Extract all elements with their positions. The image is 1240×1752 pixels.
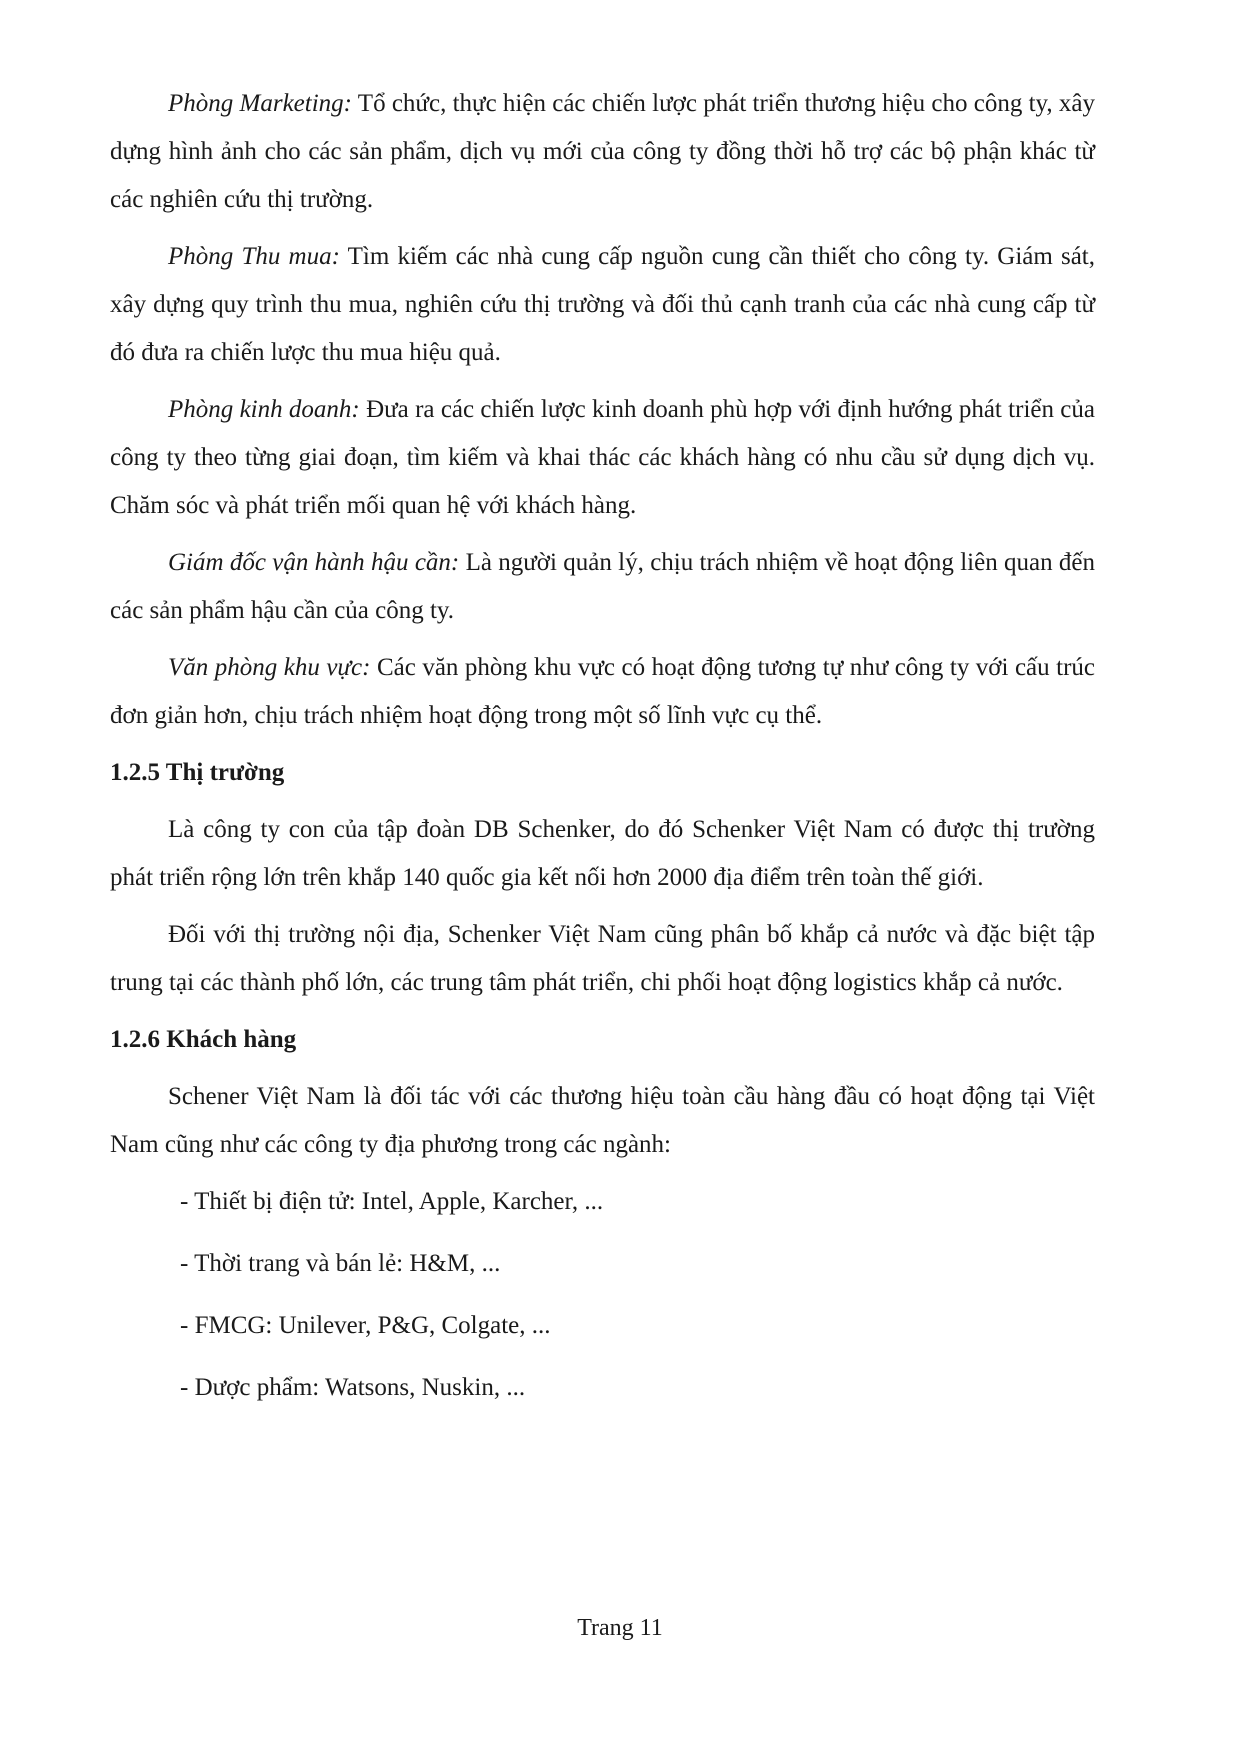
lead-logistics-director: Giám đốc vận hành hậu cần: [168,549,460,576]
list-item-fashion-retail: - Thời trang và bán lẻ: H&M, ... [180,1250,501,1277]
text-logistics-director: Là người quản lý, chịu trách nhiệm về hoạt động liên quan đến các sản phẩm hậu cần của công ty. [110,549,1096,624]
text-regional-office: Các văn phòng khu vực có hoạt động tương tự như công ty với cấu trúc đơn giản hơn, chịu trách nhiệm hoạt động trong một số lĩnh vực cụ thể. [110,654,1095,729]
paragraph-sales [110,386,1095,530]
lead-purchasing: Phòng Thu mua: [168,243,340,270]
paragraph-marketing [110,80,1095,224]
heading-customers: 1.2.6 Khách hàng [110,1026,297,1053]
text-marketing: Tổ chức, thực hiện các chiến lược phát triển thương hiệu cho công ty, xây dựng hình ảnh cho các sản phẩm, dịch vụ mới của công ty đồng thời hỗ trợ các bộ phận khác từ các nghiên cứu thị trường. [110,90,1095,213]
heading-market: 1.2.5 Thị trường [110,759,285,786]
text-sales: Đưa ra các chiến lược kinh doanh phù hợp với định hướng phát triển của công ty theo từng giai đoạn, tìm kiếm và khai thác các khách hàng có nhu cầu sử dụng dịch vụ. Chăm sóc và phát triển mối quan hệ với khách hàng. [110,396,1095,519]
paragraph-purchasing [110,233,1095,377]
paragraph-logistics-director [110,539,1095,635]
lead-sales: Phòng kinh doanh: [168,396,360,423]
list-item-pharma: - Dược phẩm: Watsons, Nuskin, ... [180,1374,526,1401]
list-item-fmcg: - FMCG: Unilever, P&G, Colgate, ... [180,1312,551,1339]
paragraph-customers-intro: Schener Việt Nam là đối tác với các thương hiệu toàn cầu hàng đầu có hoạt động tại Việt Nam cũng như các công ty địa phương trong các ngành: [110,1083,1095,1158]
list-item-electronics: - Thiết bị điện tử: Intel, Apple, Karcher, ... [180,1188,604,1215]
lead-marketing: Phòng Marketing: [168,90,352,117]
document-page [110,80,1095,1426]
text-purchasing: Tìm kiếm các nhà cung cấp nguồn cung cần thiết cho công ty. Giám sát, xây dựng quy trình thu mua, nghiên cứu thị trường và đối thủ cạnh tranh của các nhà cung cấp từ đó đưa ra chiến lược thu mua hiệu quả. [110,243,1096,366]
lead-regional-office: Văn phòng khu vực: [168,654,371,681]
paragraph-market-global: Là công ty con của tập đoàn DB Schenker, do đó Schenker Việt Nam có được thị trường phát triển rộng lớn trên khắp 140 quốc gia kết nối hơn 2000 địa điểm trên toàn thế giới. [110,816,1095,891]
paragraph-market-domestic: Đối với thị trường nội địa, Schenker Việt Nam cũng phân bố khắp cả nước và đặc biệt tập trung tại các thành phố lớn, các trung tâm phát triển, chi phối hoạt động logistics khắp cả nước. [110,921,1095,996]
page-number: Trang 11 [577,1615,663,1641]
paragraph-regional-office [110,644,1095,740]
